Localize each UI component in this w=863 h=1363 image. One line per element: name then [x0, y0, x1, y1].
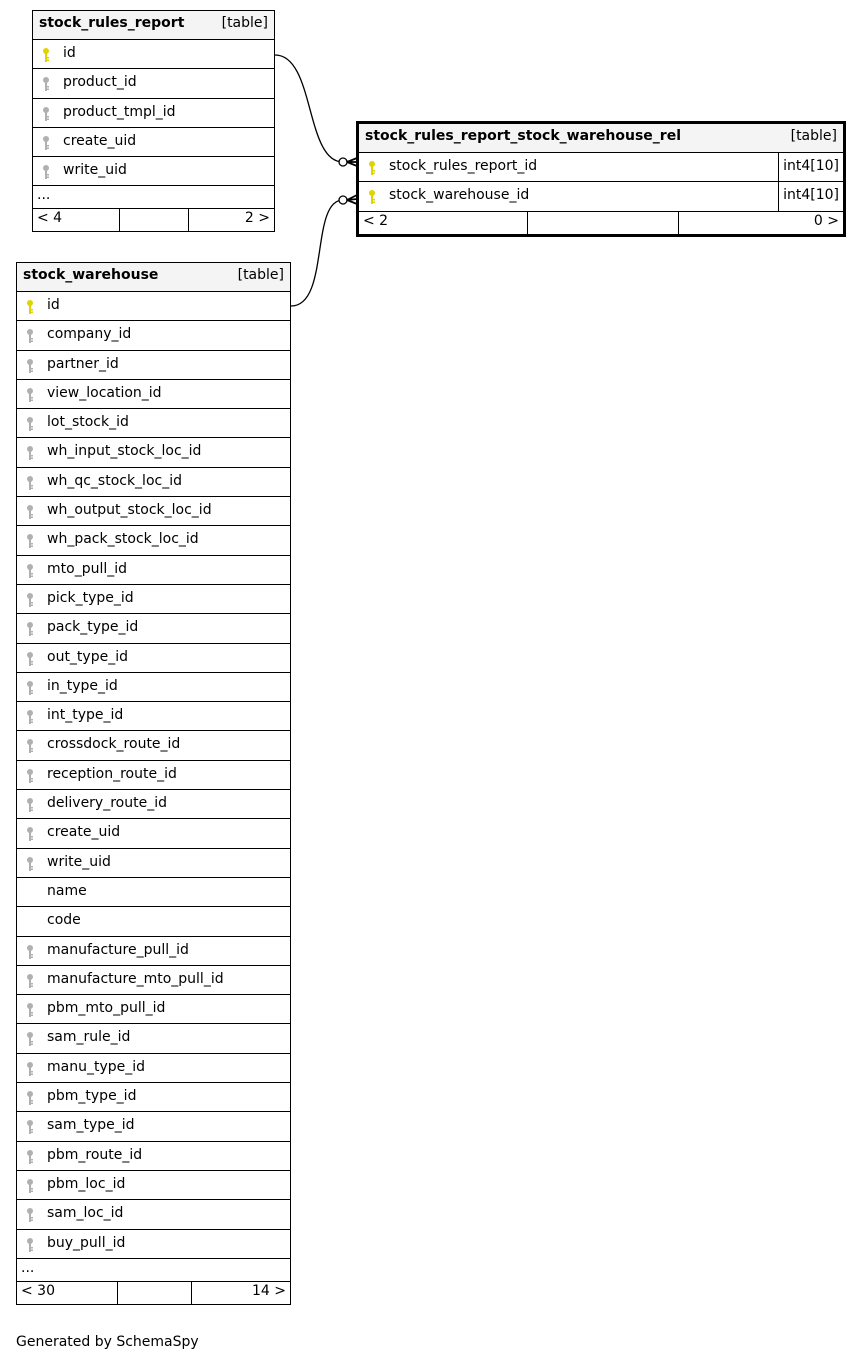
parents-count[interactable]: < 4 [37, 210, 63, 227]
table-name[interactable]: stock_rules_report_stock_warehouse_rel [365, 128, 681, 144]
foreign-key-icon [26, 475, 34, 491]
column-row[interactable] [17, 1112, 290, 1141]
foreign-key-icon [26, 680, 34, 696]
column-row[interactable] [17, 614, 290, 643]
column-row[interactable] [33, 40, 274, 69]
column-name: mto_pull_id [47, 560, 128, 577]
column-row[interactable] [17, 292, 290, 321]
column-name: pack_type_id [47, 619, 139, 636]
column-name: pbm_mto_pull_id [47, 1000, 166, 1017]
column-name: wh_qc_stock_loc_id [47, 472, 182, 489]
table-name[interactable]: stock_rules_report [39, 15, 185, 31]
foreign-key-icon [26, 533, 34, 549]
column-name: in_type_id [47, 677, 118, 694]
column-row[interactable] [17, 995, 290, 1024]
table-header [33, 11, 274, 40]
foreign-key-icon [26, 1237, 34, 1253]
foreign-key-icon [26, 651, 34, 667]
column-name: int_type_id [47, 707, 124, 724]
column-name: product_id [63, 74, 137, 91]
column-row[interactable] [17, 937, 290, 966]
foreign-key-icon [26, 826, 34, 842]
children-count[interactable]: 14 > [252, 1282, 286, 1299]
foreign-key-icon [26, 797, 34, 813]
foreign-key-icon [26, 1031, 34, 1047]
table-stock-rules-report-stock-warehouse-rel[interactable] [356, 121, 846, 237]
foreign-key-icon [42, 164, 50, 180]
column-row[interactable] [17, 761, 290, 790]
foreign-key-icon [26, 445, 34, 461]
table-header [17, 263, 290, 292]
column-name: reception_route_id [47, 765, 177, 782]
column-name: id [47, 297, 60, 313]
column-name: company_id [47, 326, 132, 343]
column-row[interactable] [17, 351, 290, 380]
primary-key-icon [26, 299, 34, 315]
column-name: product_tmpl_id [63, 103, 176, 120]
column-name: pick_type_id [47, 589, 134, 606]
generated-by-label: Generated by SchemaSpy [16, 1334, 199, 1350]
column-row[interactable] [17, 1083, 290, 1112]
column-name: sam_rule_id [47, 1029, 131, 1046]
foreign-key-icon [26, 1149, 34, 1165]
column-row[interactable] [33, 69, 274, 98]
foreign-key-icon [42, 76, 50, 92]
fk-line-rules-report [275, 55, 343, 162]
column-row[interactable] [17, 380, 290, 409]
column-name: code [47, 912, 81, 929]
column-row[interactable] [17, 585, 290, 614]
column-name: stock_warehouse_id [389, 187, 530, 204]
table-stock-rules-report[interactable] [32, 10, 275, 232]
table-type: [table] [237, 267, 284, 283]
primary-key-icon [368, 189, 376, 205]
column-list [17, 292, 290, 1259]
column-row[interactable] [17, 1200, 290, 1229]
column-row[interactable] [17, 731, 290, 760]
more-columns: ... [17, 1259, 290, 1282]
foreign-key-icon [26, 768, 34, 784]
table-name[interactable]: stock_warehouse [23, 267, 159, 283]
column-name: manufacture_pull_id [47, 941, 189, 958]
column-name: create_uid [47, 824, 121, 841]
foreign-key-icon [26, 416, 34, 432]
table-footer [359, 212, 843, 234]
column-row[interactable] [17, 1054, 290, 1083]
column-name: manu_type_id [47, 1058, 146, 1075]
column-name: delivery_route_id [47, 795, 167, 812]
column-name: stock_rules_report_id [389, 158, 538, 174]
foreign-key-icon [26, 709, 34, 725]
column-row[interactable] [17, 790, 290, 819]
column-name: wh_output_stock_loc_id [47, 502, 212, 519]
crowsfoot-circle [339, 158, 347, 166]
primary-key-icon [368, 160, 376, 176]
column-row[interactable] [33, 99, 274, 128]
table-footer [17, 1282, 290, 1304]
crowsfoot-circle [339, 196, 347, 204]
foreign-key-icon [26, 738, 34, 754]
column-name: create_uid [63, 132, 137, 149]
column-row[interactable] [17, 556, 290, 585]
foreign-key-icon [26, 973, 34, 989]
foreign-key-icon [26, 387, 34, 403]
column-name: partner_id [47, 355, 119, 372]
column-row[interactable] [17, 1142, 290, 1171]
column-name: pbm_loc_id [47, 1175, 126, 1192]
column-row[interactable] [359, 182, 843, 211]
foreign-key-icon [26, 1178, 34, 1194]
column-row[interactable] [17, 438, 290, 467]
foreign-key-icon [26, 592, 34, 608]
foreign-key-icon [42, 135, 50, 151]
column-row[interactable] [17, 321, 290, 350]
column-row[interactable] [17, 644, 290, 673]
table-footer [33, 209, 274, 231]
column-row[interactable] [33, 157, 274, 186]
column-name: name [47, 882, 87, 899]
column-name: view_location_id [47, 384, 162, 401]
column-row[interactable] [17, 849, 290, 878]
column-list [359, 153, 843, 212]
column-name: pbm_route_id [47, 1146, 143, 1163]
primary-key-icon [42, 47, 50, 63]
foreign-key-icon [26, 621, 34, 637]
column-row[interactable] [17, 966, 290, 995]
column-name: sam_type_id [47, 1117, 135, 1134]
foreign-key-icon [26, 1207, 34, 1223]
column-name: sam_loc_id [47, 1205, 124, 1222]
column-name: write_uid [47, 853, 111, 870]
table-type: [table] [221, 15, 268, 31]
table-type: [table] [790, 128, 837, 144]
column-type: int4[10] [778, 153, 843, 181]
column-row[interactable] [17, 673, 290, 702]
column-row[interactable] [33, 128, 274, 157]
children-count[interactable]: 0 > [813, 212, 839, 229]
foreign-key-icon [42, 106, 50, 122]
foreign-key-icon [26, 563, 34, 579]
column-row[interactable] [17, 1024, 290, 1053]
foreign-key-icon [26, 328, 34, 344]
column-row[interactable] [17, 1171, 290, 1200]
foreign-key-icon [26, 856, 34, 872]
column-name: id [63, 45, 76, 61]
foreign-key-icon [26, 1002, 34, 1018]
column-name: lot_stock_id [47, 414, 129, 431]
column-row[interactable] [17, 819, 290, 848]
parents-count[interactable]: < 2 [363, 212, 389, 229]
column-name: pbm_type_id [47, 1088, 137, 1105]
column-row[interactable] [17, 526, 290, 555]
column-row[interactable] [17, 497, 290, 526]
column-name: buy_pull_id [47, 1234, 126, 1251]
column-name: wh_input_stock_loc_id [47, 443, 202, 460]
table-header [359, 124, 843, 153]
column-row[interactable] [17, 878, 290, 907]
column-row[interactable] [17, 468, 290, 497]
column-row[interactable] [17, 702, 290, 731]
parents-count[interactable]: < 30 [21, 1282, 55, 1299]
more-columns: ... [33, 186, 274, 209]
column-name: crossdock_route_id [47, 736, 181, 753]
column-row[interactable] [17, 1230, 290, 1259]
foreign-key-icon [26, 1119, 34, 1135]
foreign-key-icon [26, 504, 34, 520]
column-name: wh_pack_stock_loc_id [47, 531, 199, 548]
children-count[interactable]: 2 > [244, 210, 270, 227]
column-row[interactable] [359, 153, 843, 182]
column-row[interactable] [17, 907, 290, 936]
column-list [33, 40, 274, 186]
foreign-key-icon [26, 1090, 34, 1106]
table-stock-warehouse[interactable] [16, 262, 291, 1305]
column-name: manufacture_mto_pull_id [47, 970, 224, 987]
column-name: write_uid [63, 162, 127, 179]
column-type: int4[10] [778, 182, 843, 210]
column-name: out_type_id [47, 648, 128, 665]
foreign-key-icon [26, 944, 34, 960]
fk-line-warehouse [291, 200, 343, 306]
foreign-key-icon [26, 1061, 34, 1077]
foreign-key-icon [26, 358, 34, 374]
column-row[interactable] [17, 409, 290, 438]
